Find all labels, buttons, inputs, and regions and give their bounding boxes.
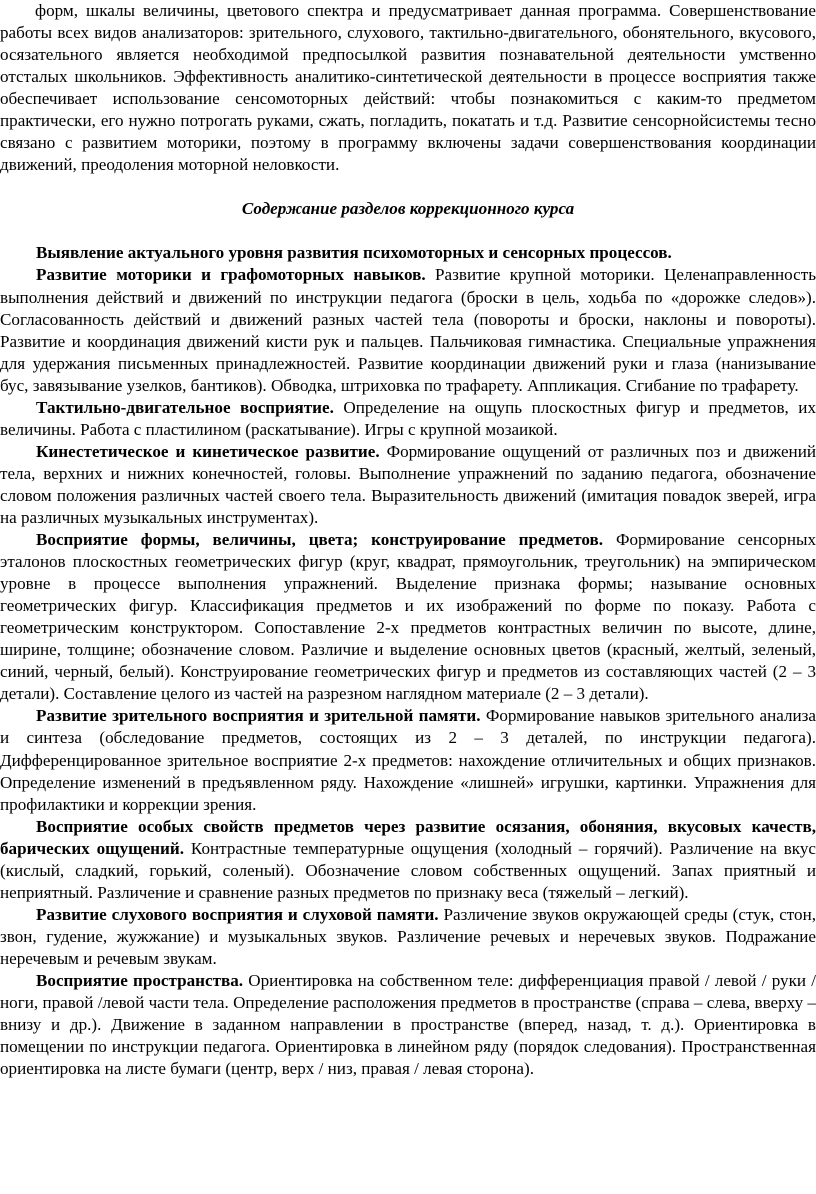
paragraph-text: Определение на ощупь плоскостных фигур и предметов, их величины. Работа с пластилином (раскатывание). Игры с крупной мозаикой. [0, 397, 816, 439]
paragraph-heading: Восприятие особых свойств предметов через развитие осязания, обоняния, вкусовых качеств, барических ощущений. [0, 816, 816, 858]
paragraph-shape-size-color [0, 529, 816, 705]
paragraph-heading: Восприятие пространства. [36, 970, 244, 990]
paragraph-heading: Восприятие формы, величины, цвета; конструирование предметов. [36, 530, 604, 550]
intro-paragraph: форм, шкалы величины, цветового спектра и предусматривает данная программа. Совершенствование работы всех видов анализаторов: зрительного, слухового, тактильно-двигательного, обонятельного, вкусового, осязательного является необходимой предпосылкой развития познавательной деятельности умственно отсталых школьников. Эффективность аналитико-синтетической деятельности в процессе восприятия также обеспечивает использование сенсомоторных действий: чтобы познакомиться с каким-то предметом практически, его нужно потрогать руками, сжать, погладить, покатать и т.д. Развитие сенсорнойсистемы тесно связано с развитием моторики, поэтому в программу включены задачи совершенствования координации движений, преодоления моторной неловкости. [0, 1, 816, 175]
paragraph-assessment [0, 242, 816, 264]
paragraph-heading: Выявление актуального уровня развития психомоторных и сенсорных процессов. [36, 243, 672, 263]
paragraph-text: Различение звуков окружающей среды (стук, стон, звон, гудение, жужжание) и музыкальных звуков. Различение речевых и неречевых звуков. Подражание неречевым и речевым звукам. [0, 904, 816, 968]
paragraph-text: Контрастные температурные ощущения (холодный – горячий). Различение на вкус (кислый, сладкий, горький, соленый). Обозначение словом собственных ощущений. Запах приятный и неприятный. Различение и сравнение разных предметов по признаку веса (тяжелый – легкий). [0, 838, 816, 902]
paragraph-special-properties [0, 816, 816, 904]
paragraph-text: Ориентировка на собственном теле: дифференциация правой / левой / руки / ноги, правой /левой части тела. Определение расположения предметов в пространстве (справа – слева, вверху – внизу и др.). Движение в заданном направлении в пространстве (вперед, назад, т. д.). Ориентировка в помещении по инструкции педагога. Ориентировка в линейном ряду (порядок следования). Пространственная ориентировка на листе бумаги (центр, верх / низ, правая / левая сторона). [0, 970, 816, 1079]
paragraph-auditory [0, 904, 816, 970]
paragraph-text: Развитие крупной моторики. Целенаправленность выполнения действий и движений по инструкции педагога (броски в цель, ходьба по «дорожке следов»). Согласованность действий и движений разных частей тела (повороты и броски, наклоны и повороты). Развитие и координация движений кисти рук и пальцев. Пальчиковая гимнастика. Специальные упражнения для удержания письменных принадлежностей. Развитие координации движений руки и глаза (нанизывание бус, завязывание узелков, бантиков). Обводка, штриховка по трафарету. Аппликация. Сгибание по трафарету. [0, 265, 816, 395]
paragraph-heading: Развитие слухового восприятия и слуховой памяти. [36, 904, 439, 924]
paragraph-motor-skills [0, 264, 816, 396]
paragraph-text: Формирование навыков зрительного анализа и синтеза (обследование предметов, состоящих из 2 – 3 деталей, по инструкции педагога). Дифференцированное зрительное восприятие 2-х предметов: нахождение отличительных и общих признаков. Определение изменений в предъявленном ряду. Нахождение «лишней» игрушки, картинки. Упражнения для профилактики и коррекции зрения. [0, 706, 816, 814]
paragraph-text: Формирование ощущений от различных поз и движений тела, верхних и нижних конечностей, головы. Выполнение упражнений по заданию педагога, обозначение словом положения различных частей своего тела. Выразительность движений (имитация повадок зверей, игра на различных музыкальных инструментах). [0, 441, 816, 527]
paragraph-visual [0, 705, 816, 815]
paragraph-space [0, 970, 816, 1080]
paragraph-heading: Развитие моторики и графомоторных навыков. [36, 265, 426, 285]
paragraph-text: Формирование сенсорных эталонов плоскостных геометрических фигур (круг, квадрат, прямоугольник, треугольник) на эмпирическом уровне в процессе выполнения упражнений. Выделение признака формы; называние основных геометрических фигур. Классификация предметов и их изображений по форме по показу. Работа с геометрическим конструктором. Сопоставление 2-х предметов контрастных величин по высоте, длине, ширине, толщине; обозначение словом. Различие и выделение основных цветов (красный, желтый, зеленый, синий, черный, белый). Конструирование геометрических фигур и предметов из составляющих частей (2 – 3 детали). Составление целого из частей на разрезном наглядном материале (2 – 3 детали). [0, 530, 816, 704]
paragraph-heading: Тактильно-двигательное восприятие. [36, 397, 334, 417]
paragraph-tactile [0, 397, 816, 441]
paragraph-heading: Развитие зрительного восприятия и зрительной памяти. [36, 706, 481, 726]
paragraph-heading: Кинестетическое и кинетическое развитие. [36, 441, 380, 461]
section-title: Содержание разделов коррекционного курса [241, 199, 575, 219]
paragraph-kinesthetic [0, 441, 816, 529]
